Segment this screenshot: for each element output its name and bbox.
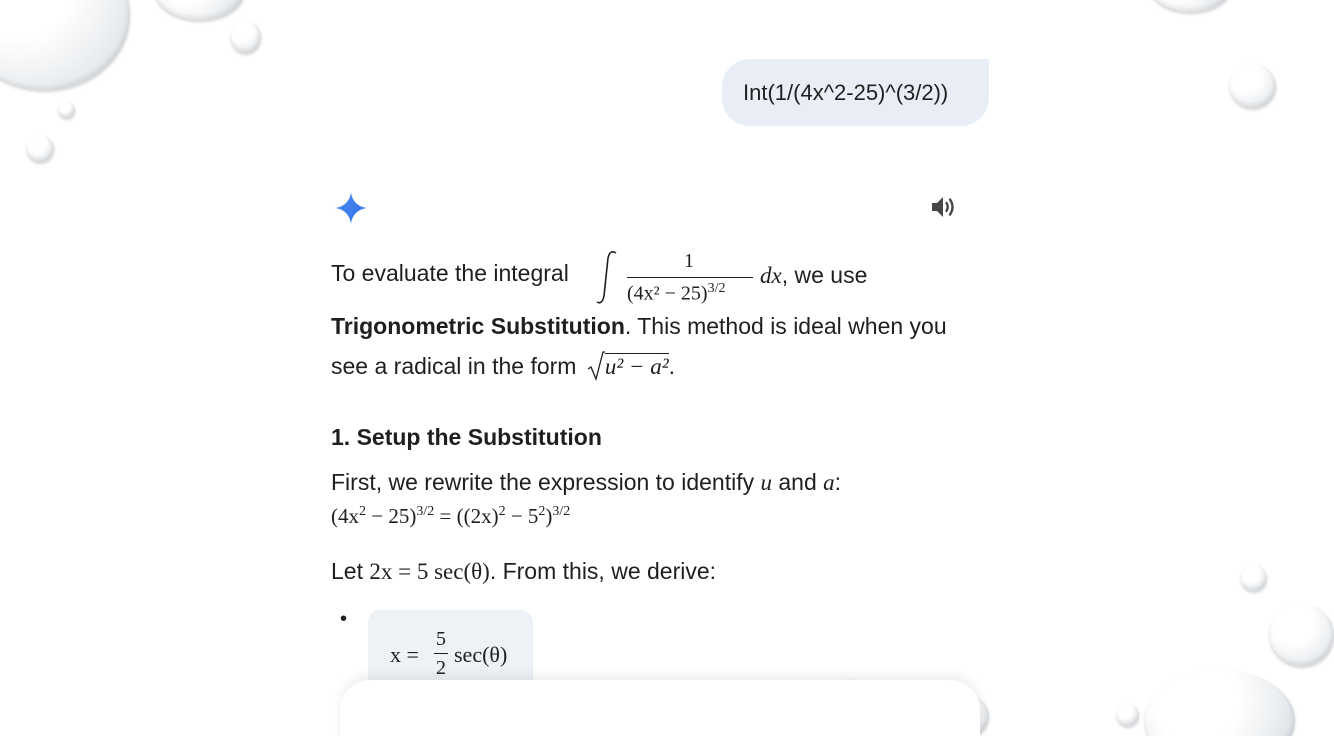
speaker-icon[interactable] — [929, 194, 957, 220]
eq-part: ) — [545, 504, 553, 528]
dx-label: dx — [760, 263, 782, 288]
water-drop-decoration — [231, 21, 261, 53]
box-denominator: 2 — [436, 657, 446, 679]
radical-prefix: see a radical in the form — [331, 353, 577, 379]
let-expression: 2x = 5 sec(θ) — [369, 559, 490, 584]
eq-part: − 5 — [505, 504, 539, 528]
box-rhs: sec(θ) — [454, 642, 508, 667]
integral-sign — [594, 250, 620, 306]
denominator-base: (4x² − 25) — [627, 282, 708, 305]
first-line — [331, 469, 841, 496]
fraction-bar — [627, 277, 753, 278]
box-lhs: x = — [390, 642, 419, 667]
eq-sup: 2 — [359, 504, 366, 519]
water-drop-decoration — [0, 0, 130, 90]
water-drop-decoration — [1117, 704, 1139, 726]
water-drop-decoration — [1241, 565, 1267, 591]
water-drop-decoration — [1230, 64, 1276, 108]
intro-suffix: , we use — [781, 262, 868, 288]
water-drop-decoration — [1145, 670, 1295, 736]
integral-numerator: 1 — [684, 250, 694, 272]
var-a: a — [823, 470, 835, 495]
section-heading: 1. Setup the Substitution — [331, 424, 602, 450]
method-line — [331, 313, 947, 340]
radical-radicand: u² − a² — [604, 354, 669, 379]
radical-suffix: . — [668, 353, 676, 379]
water-drop-decoration — [27, 135, 54, 162]
method-rest: . This method is ideal when you — [624, 313, 947, 339]
gemini-sparkle-icon — [335, 192, 367, 224]
prompt-input-bar[interactable] — [340, 680, 980, 736]
water-drop-decoration — [59, 102, 75, 118]
bullet-marker: • — [340, 608, 348, 630]
eq-part: − 25) — [366, 504, 417, 528]
user-prompt-bubble — [722, 59, 989, 126]
box-fraction-bar — [434, 653, 448, 654]
water-drop-decoration — [1270, 604, 1334, 666]
radical-expression — [587, 353, 669, 380]
denominator-exponent: 3/2 — [707, 281, 726, 296]
let-prefix: Let — [331, 558, 363, 584]
eq-sup: 3/2 — [552, 504, 571, 519]
eq-part: (4x — [331, 504, 359, 528]
water-drop-decoration — [155, 0, 245, 20]
intro-prefix: To evaluate the integral — [331, 260, 569, 286]
user-prompt-text: Int(1/(4x^2-25)^(3/2)) — [743, 79, 949, 105]
method-bold: Trigonometric Substitution — [331, 313, 625, 339]
eq-sup: 3/2 — [416, 504, 435, 519]
radical-line — [331, 353, 675, 380]
eq-sup: 2 — [538, 504, 546, 519]
rewrite-equation — [331, 504, 570, 529]
and-word: and — [778, 469, 817, 495]
sqrt-sign — [587, 351, 605, 381]
box-numerator: 5 — [436, 628, 446, 650]
integral-denominator — [627, 281, 726, 306]
water-drop-decoration — [1150, 0, 1232, 12]
var-u: u — [760, 470, 772, 495]
intro-after-fraction — [760, 262, 867, 289]
let-suffix: . From this, we derive: — [489, 558, 717, 584]
eq-part: = ((2x) — [434, 504, 499, 528]
eq-sup: 2 — [498, 504, 506, 519]
first-line-text: First, we rewrite the expression to identify — [331, 469, 755, 495]
colon: : — [834, 469, 842, 495]
intro-text — [331, 260, 569, 287]
let-line — [331, 558, 716, 585]
